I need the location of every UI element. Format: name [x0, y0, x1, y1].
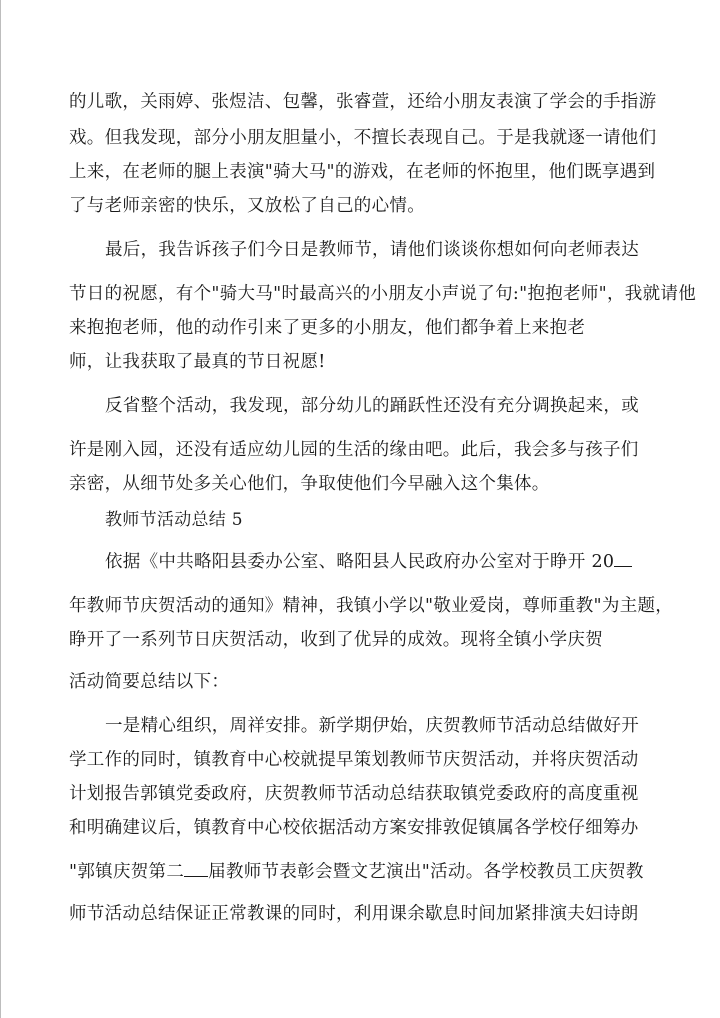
- text-line: 了与老师亲密的快乐，又放松了自己的心情。: [69, 196, 425, 216]
- text-line: 师节活动总结保证正常教课的同时，利用课余歇息时间加紧排演夫妇诗朗: [69, 904, 639, 924]
- section-heading: 教师节活动总结 5: [105, 510, 243, 530]
- text-line: 亲密，从细节处多关心他们，争取使他们今早融入这个集体。: [69, 474, 550, 494]
- text-line: 反省整个活动，我发现，部分幼儿的踊跃性还没有充分调换起来，或: [105, 396, 639, 416]
- text-line: 节日的祝愿，有个"骑大马"时最高兴的小朋友小声说了句:"抱抱老师"，我就请他: [69, 284, 696, 304]
- text-line: [105, 552, 632, 572]
- text-line: [69, 862, 644, 882]
- text-line: 和明确建议后，镇教育中心校依据活动方案安排敦促镇属各学校仔细筹办: [69, 818, 639, 838]
- text-line: 来抱抱老师，他的动作引来了更多的小朋友，他们都争着上来抱老: [69, 318, 586, 338]
- text-span: 届教师节表彰会暨文艺演出"活动。各学校教员工庆贺教: [208, 862, 644, 882]
- text-line: 学工作的同时，镇教育中心校就提早策划教师节庆贺活动，并将庆贺活动: [69, 750, 639, 770]
- text-line: 最后，我告诉孩子们今日是教师节，请他们谈谈你想如何向老师表达: [105, 240, 639, 260]
- text-line: 的儿歌，关雨婷、张煜洁、包馨，张睿萱，还给小朋友表演了学会的手指游: [69, 92, 657, 112]
- text-line: 许是刚入园，还没有适应幼儿园的生活的缘由吧。此后，我会多与孩子们: [69, 440, 639, 460]
- text-span: "郭镇庆贺第二: [69, 862, 185, 882]
- text-line: 师，让我获取了最真的节日祝愿!: [69, 352, 326, 372]
- text-line: 上来，在老师的腿上表演"骑大马"的游戏，在老师的怀抱里，他们既享遇到: [69, 162, 656, 182]
- text-line: 年教师节庆贺活动的通知》精神，我镇小学以"敬业爱岗，尊师重教"为主题，: [69, 596, 674, 616]
- text-line: 一是精心组织，周祥安排。新学期伊始，庆贺教师节活动总结做好开: [105, 716, 639, 736]
- text-line: 戏。但我发现，部分小朋友胆量小，不擅长表现自己。于是我就逐一请他们: [69, 128, 657, 148]
- text-line: 睁开了一系列节日庆贺活动，收到了优异的成效。现将全镇小学庆贺: [69, 630, 603, 650]
- text-line: 计划报告郭镇党委政府，庆贺教师节活动总结获取镇党委政府的高度重视: [69, 784, 639, 804]
- fill-blank: [614, 552, 632, 567]
- text-span: 依据《中共略阳县委办公室、略阳县人民政府办公室对于睁开 20: [105, 552, 615, 572]
- fill-blank: [184, 862, 208, 877]
- text-line: 活动简要总结以下：: [69, 672, 230, 692]
